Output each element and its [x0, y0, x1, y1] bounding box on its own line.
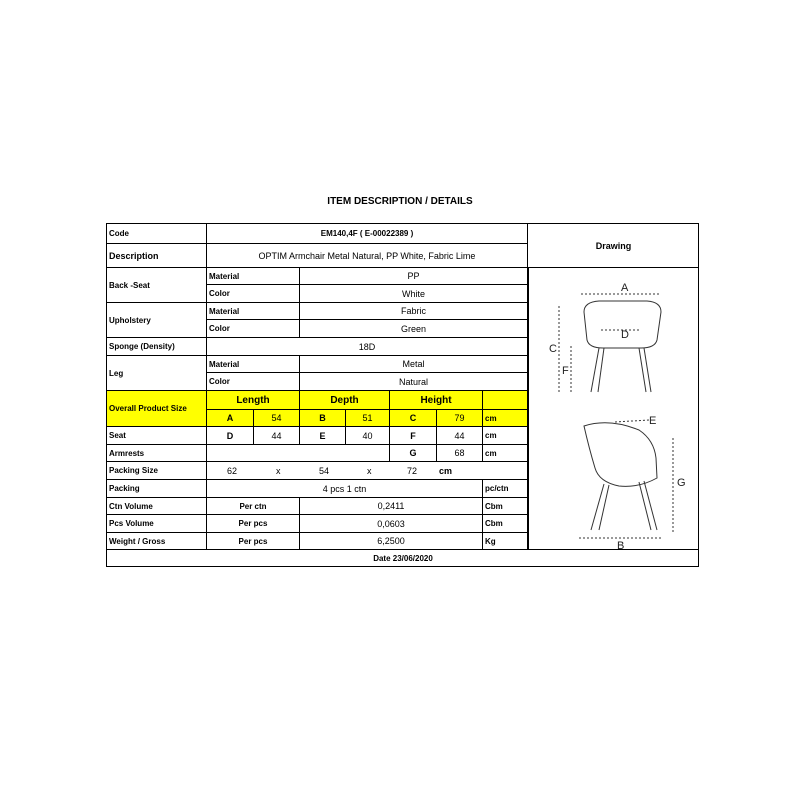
- pcs-volume-label: Pcs Volume: [107, 515, 207, 533]
- chair-side-leg-1: [591, 484, 604, 530]
- back-seat-material: PP: [300, 268, 528, 285]
- sponge-value: 18D: [207, 338, 528, 356]
- upholstery-color-label: Color: [207, 320, 300, 338]
- back-seat-material-label: Material: [207, 268, 300, 285]
- armrests-blank: [207, 445, 390, 462]
- chair-front-leg-1: [591, 348, 599, 392]
- chair-side-leg-4: [644, 481, 657, 530]
- pack-width: 54: [319, 465, 330, 476]
- upholstery-material-label: Material: [207, 303, 300, 320]
- pack-length: 62: [227, 465, 238, 476]
- pack-x2: x: [367, 465, 372, 476]
- pack-x1: x: [276, 465, 281, 476]
- ctn-volume-per: Per ctn: [207, 498, 300, 515]
- dim-f-value: 44: [437, 427, 483, 445]
- ctn-volume-value: 0,2411: [300, 498, 483, 515]
- packing-size-values: [207, 462, 528, 480]
- upholstery-label: Upholstery: [107, 303, 207, 338]
- spec-sheet: [106, 223, 699, 567]
- drawing-letter-b: B: [617, 540, 625, 550]
- weight-unit: Kg: [483, 533, 528, 550]
- drawing-letter-d: D: [621, 329, 629, 341]
- length-header: Length: [207, 391, 300, 410]
- overall-size-label: Overall Product Size: [107, 391, 207, 427]
- pcs-volume-per: Per pcs: [207, 515, 300, 533]
- chair-drawing: [528, 268, 699, 550]
- overall-unit: cm: [483, 410, 528, 427]
- back-seat-color-label: Color: [207, 285, 300, 303]
- armrests-label: Armrests: [107, 445, 207, 462]
- code-label: Code: [107, 224, 207, 244]
- description-value: OPTIM Armchair Metal Natural, PP White, Fabric Lime: [207, 244, 528, 268]
- dim-e-value: 40: [346, 427, 390, 445]
- packing-unit: pc/ctn: [483, 480, 528, 498]
- pack-unit: cm: [439, 465, 453, 476]
- seat-unit: cm: [483, 427, 528, 445]
- upholstery-color: Green: [300, 320, 528, 338]
- depth-header: Depth: [300, 391, 390, 410]
- back-seat-color: White: [300, 285, 528, 303]
- back-seat-label: Back -Seat: [107, 268, 207, 303]
- sponge-label: Sponge (Density): [107, 338, 207, 356]
- drawing-label: Drawing: [528, 224, 699, 268]
- packing-value: 4 pcs 1 ctn: [207, 480, 483, 498]
- dim-f-label: F: [390, 427, 437, 445]
- document-title: ITEM DESCRIPTION / DETAILS: [327, 196, 473, 207]
- armrests-unit: cm: [483, 445, 528, 462]
- chair-side-leg-2: [599, 485, 609, 530]
- packing-size-label: Packing Size: [107, 462, 207, 480]
- date-footer: Date 23/06/2020: [373, 554, 433, 563]
- ctn-volume-label: Ctn Volume: [107, 498, 207, 515]
- dim-e-line: [615, 420, 649, 422]
- pcs-volume-unit: Cbm: [483, 515, 528, 533]
- dim-b-label: B: [300, 410, 346, 427]
- seat-label: Seat: [107, 427, 207, 445]
- weight-per: Per pcs: [207, 533, 300, 550]
- pcs-volume-value: 0,0603: [300, 515, 483, 533]
- pack-height: 72: [407, 465, 418, 476]
- chair-side-shell: [584, 423, 657, 487]
- drawing-letter-f: F: [562, 365, 569, 377]
- chair-front-leg-2: [598, 348, 604, 392]
- drawing-letter-e: E: [649, 415, 657, 427]
- overall-header-blank: [483, 391, 528, 410]
- ctn-volume-unit: Cbm: [483, 498, 528, 515]
- dim-b-value: 51: [346, 410, 390, 427]
- leg-material: Metal: [300, 356, 528, 373]
- dim-c-value: 79: [437, 410, 483, 427]
- dim-d-value: 44: [254, 427, 300, 445]
- weight-value: 6,2500: [300, 533, 483, 550]
- dim-a-value: 54: [254, 410, 300, 427]
- dim-g-value: 68: [437, 445, 483, 462]
- drawing-letter-g: G: [677, 477, 686, 489]
- leg-color: Natural: [300, 373, 528, 391]
- dim-e-label: E: [300, 427, 346, 445]
- dim-d-label: D: [207, 427, 254, 445]
- height-header: Height: [390, 391, 483, 410]
- drawing-letter-a: A: [621, 282, 629, 294]
- chair-drawing-svg: [529, 268, 699, 550]
- leg-color-label: Color: [207, 373, 300, 391]
- leg-label: Leg: [107, 356, 207, 391]
- weight-label: Weight / Gross: [107, 533, 207, 550]
- dim-g-label: G: [390, 445, 437, 462]
- dim-c-label: C: [390, 410, 437, 427]
- upholstery-material: Fabric: [300, 303, 528, 320]
- packing-label: Packing: [107, 480, 207, 498]
- chair-side-leg-3: [639, 482, 651, 530]
- description-label: Description: [107, 244, 207, 268]
- drawing-letter-c: C: [549, 343, 557, 355]
- dim-a-label: A: [207, 410, 254, 427]
- code-value: EM140,4F ( E-00022389 ): [207, 224, 528, 244]
- leg-material-label: Material: [207, 356, 300, 373]
